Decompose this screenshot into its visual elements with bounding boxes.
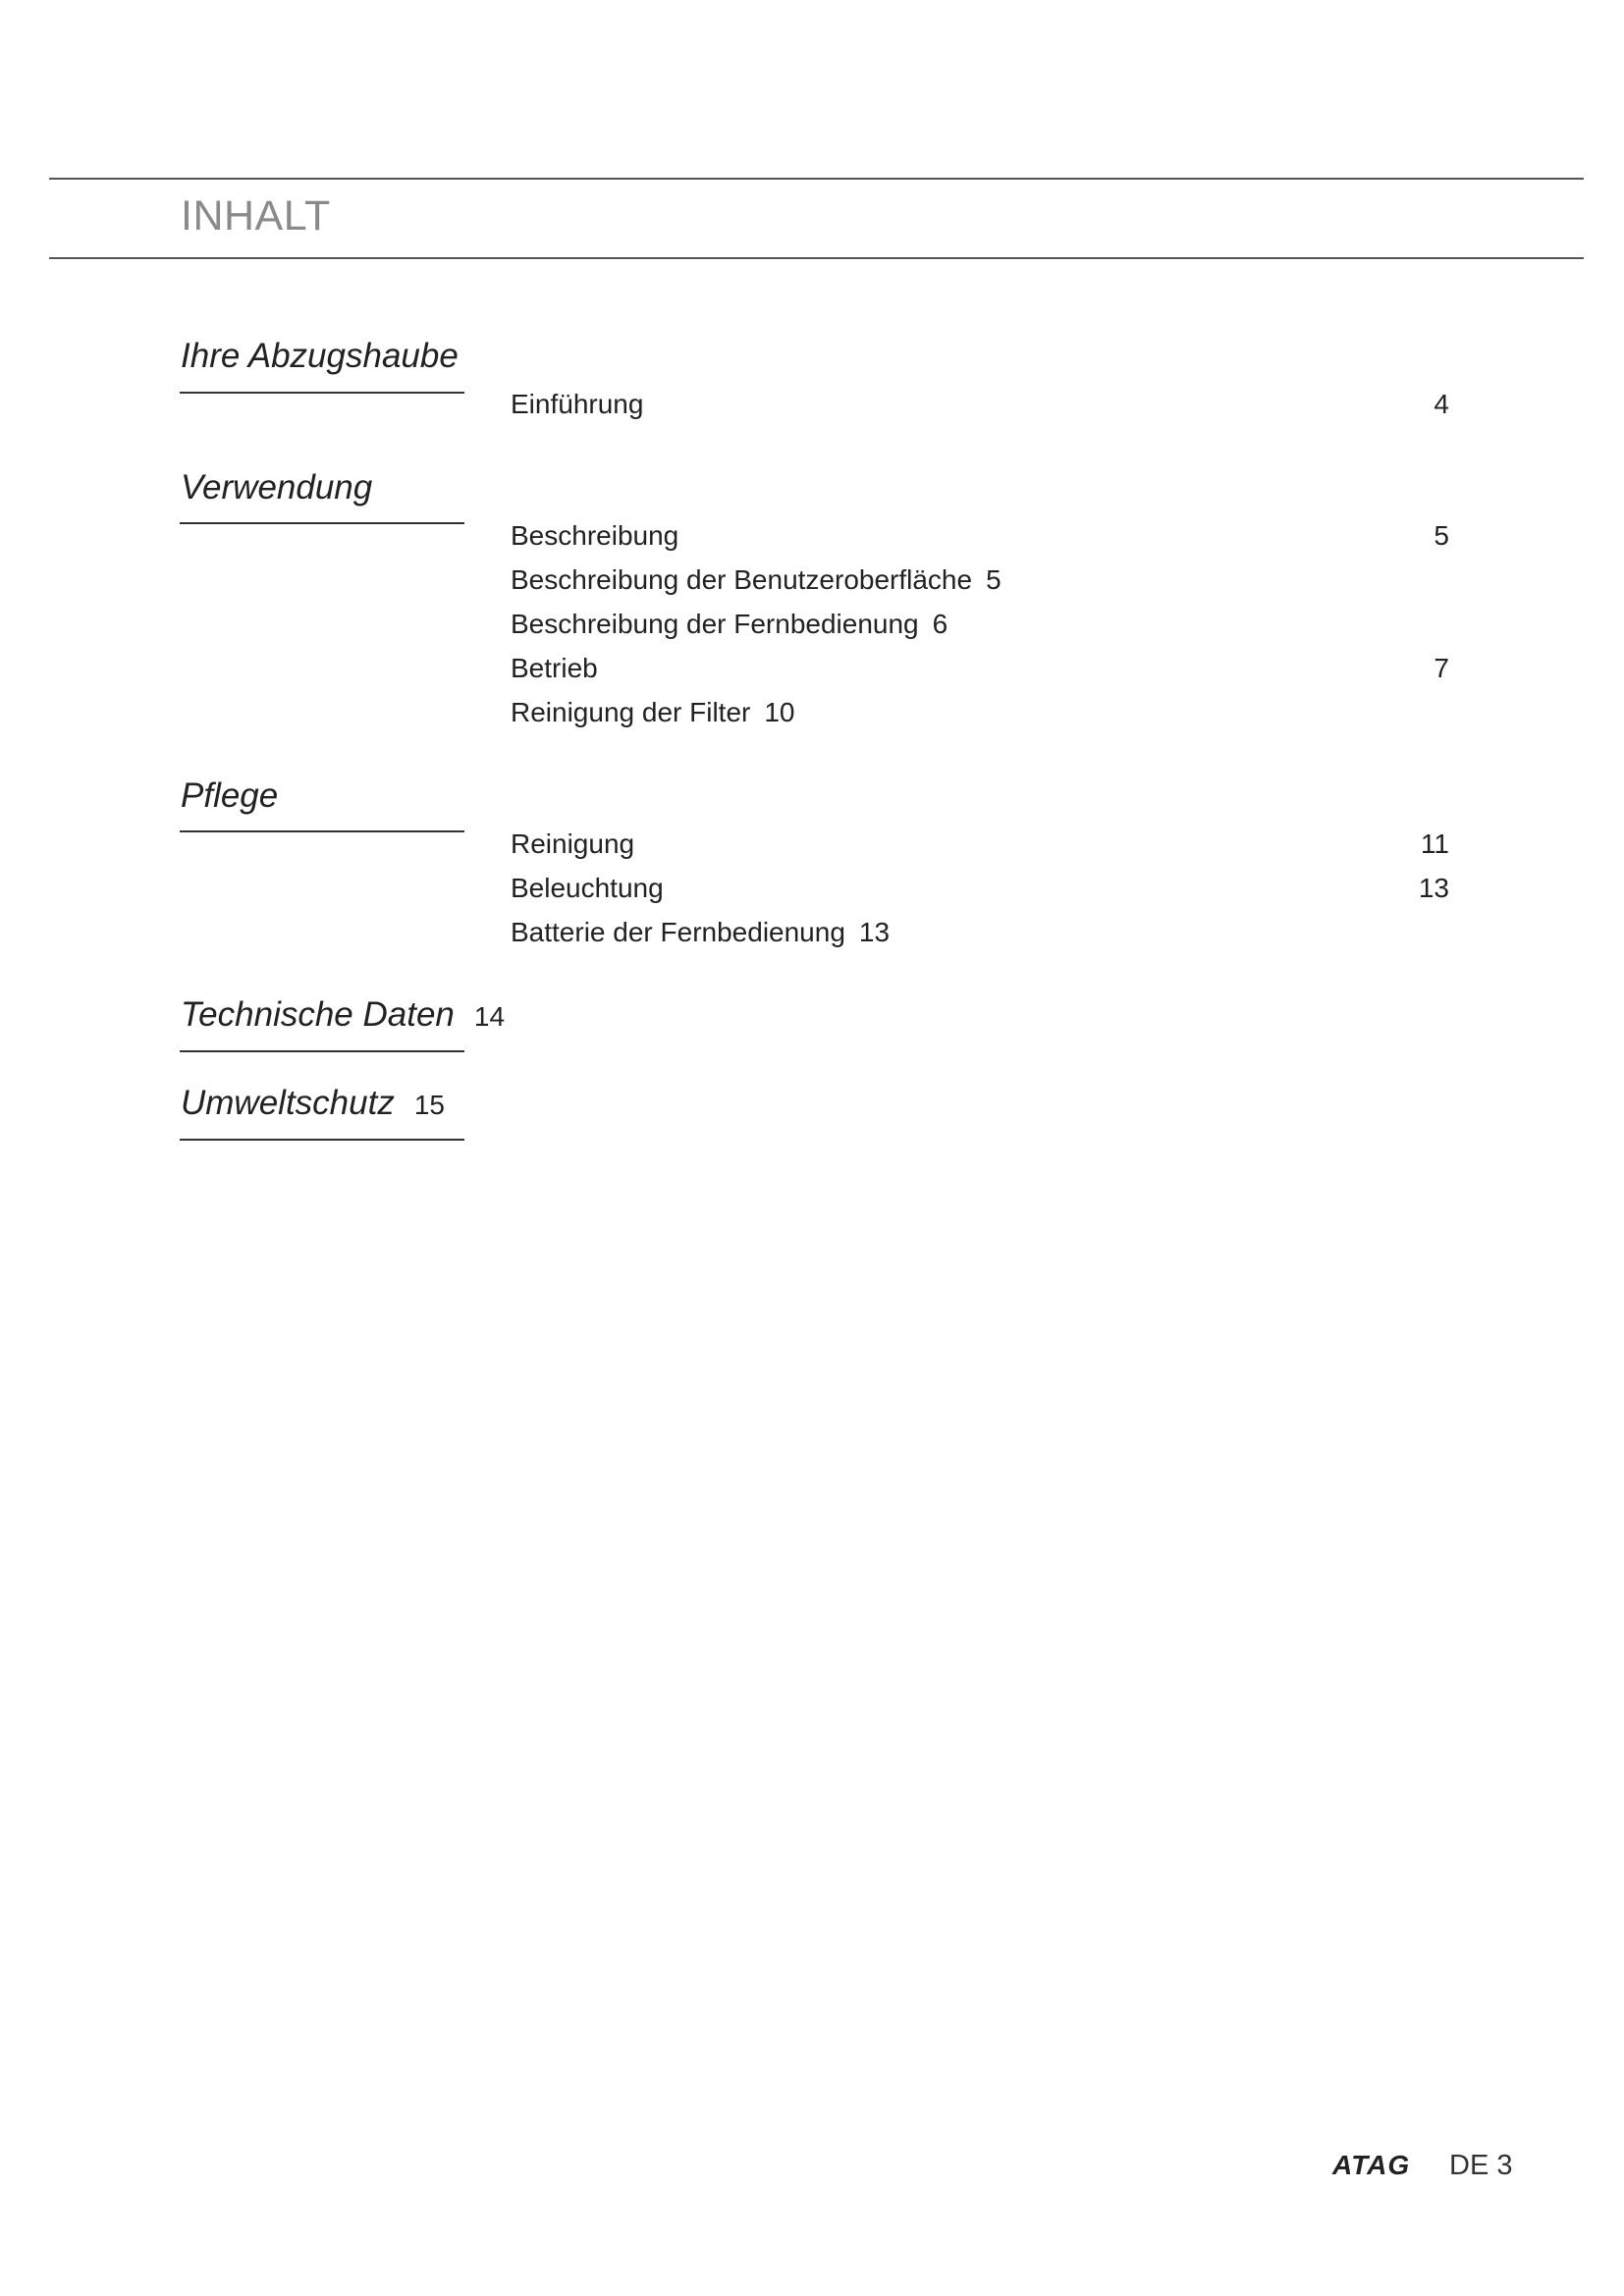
toc-entry-beleuchtung[interactable]: Beleuchtung <box>511 873 664 903</box>
toc-page-number: 13 <box>858 917 891 947</box>
toc-page-number: 11 <box>1420 828 1449 859</box>
toc-entry-einfuehrung[interactable]: Einführung <box>511 389 644 419</box>
footer-page-number: DE 3 <box>1449 2150 1513 2181</box>
toc-page-number: 6 <box>932 609 948 639</box>
page-title: INHALT <box>181 192 331 240</box>
toc-entry-fernbedienung[interactable] <box>511 609 947 640</box>
toc-entry-batterie[interactable] <box>511 917 890 948</box>
toc-page-number: 10 <box>764 697 795 727</box>
toc-entry-beschreibung[interactable]: Beschreibung <box>511 520 679 551</box>
toc-entry-label: Beschreibung der Benutzeroberfläche <box>511 564 973 595</box>
section-heading-technische-daten[interactable] <box>181 995 505 1035</box>
toc-entry-betrieb[interactable]: Betrieb <box>511 653 598 683</box>
toc-page-number: 15 <box>413 1090 445 1120</box>
section-underline <box>180 830 464 832</box>
section-underline <box>180 392 464 394</box>
toc-page-number: 5 <box>986 564 1001 595</box>
title-bottom-rule <box>49 257 1584 259</box>
toc-entry-reinigung-filter[interactable] <box>511 697 795 728</box>
section-heading-pflege: Pflege <box>181 776 279 815</box>
toc-page-number: 5 <box>1434 520 1449 551</box>
toc-page-number: 14 <box>473 1001 506 1032</box>
section-heading-ihre-abzugshaube: Ihre Abzugshaube <box>181 337 459 375</box>
toc-page-number: 4 <box>1434 389 1449 419</box>
toc-entry-label: Beschreibung der Fernbedienung <box>511 609 919 639</box>
toc-entry-benutzeroberflaeche[interactable] <box>511 564 1001 596</box>
section-heading-verwendung: Verwendung <box>181 468 373 507</box>
section-heading-umweltschutz[interactable] <box>181 1084 445 1123</box>
toc-page-number: 7 <box>1434 653 1449 683</box>
atag-logo: ATAG <box>1332 2150 1411 2180</box>
section-underline <box>180 1139 464 1141</box>
toc-entry-label: Batterie der Fernbedienung <box>511 917 845 947</box>
section-underline <box>180 1050 464 1052</box>
toc-entry-label: Reinigung der Filter <box>511 697 751 727</box>
toc-entry-reinigung[interactable]: Reinigung <box>511 828 635 859</box>
toc-page-number: 13 <box>1418 873 1449 903</box>
section-underline <box>180 522 464 524</box>
section-heading-label: Umweltschutz <box>181 1084 395 1122</box>
section-heading-label: Technische Daten <box>181 995 455 1034</box>
top-rule <box>49 178 1584 180</box>
